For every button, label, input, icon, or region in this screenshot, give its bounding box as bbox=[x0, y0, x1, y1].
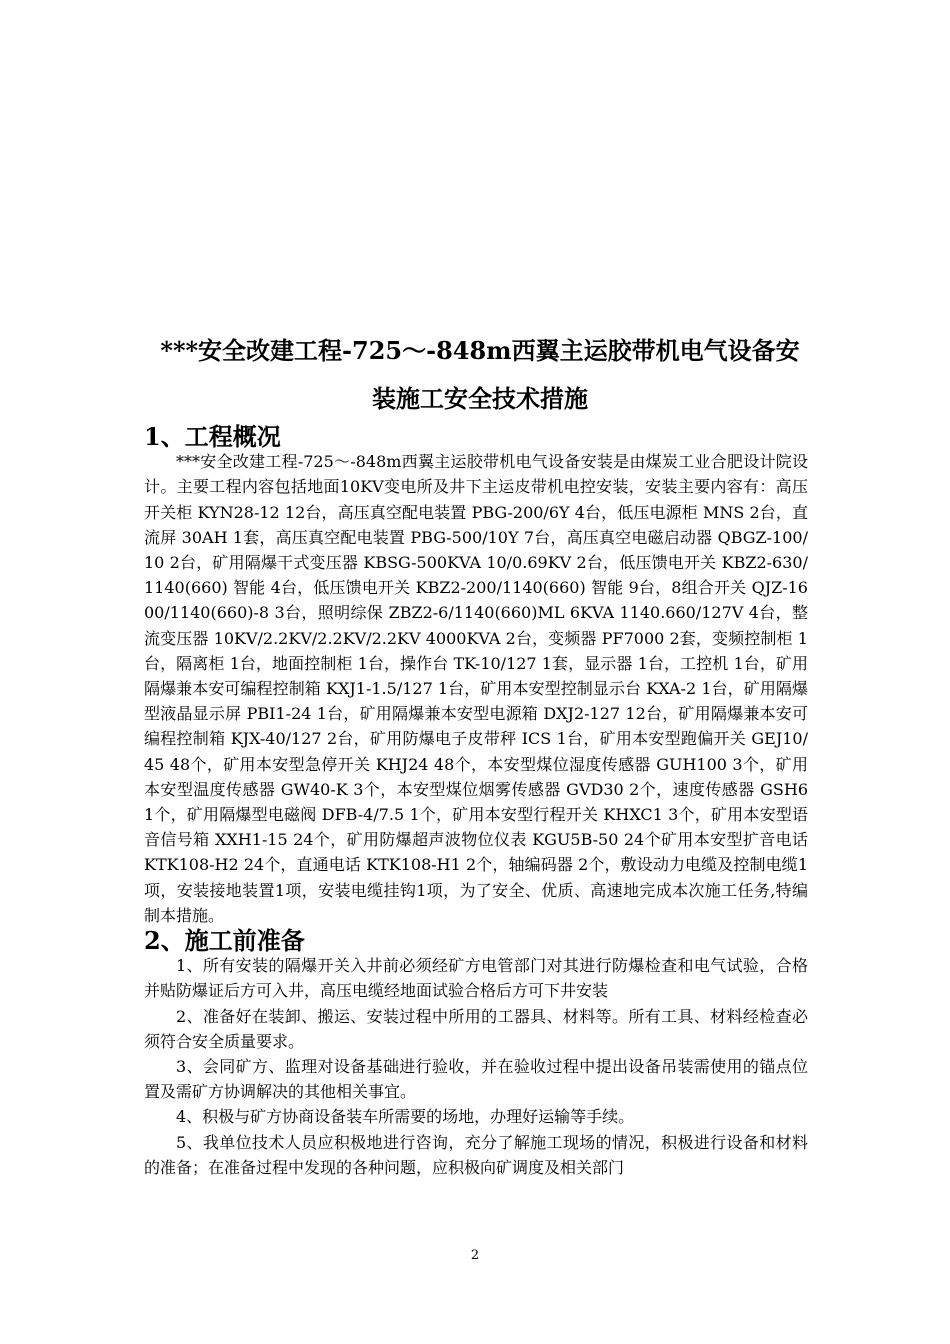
preparation-item-3: 3、会同矿方、监理对设备基础进行验收，并在验收过程中提出设备吊装需使用的锚点位置及需矿方协调解决的其他相关事宜。 bbox=[144, 1057, 808, 1102]
overview-paragraph: ***安全改建工程-725～-848m西翼主运胶带机电气设备安装是由煤炭工业合肥设计院设计。主要工程内容包括地面10KV变电所及井下主运皮带机电控安装，安装主要内容有：高压开关柜 KYN28-12 12台，高压真空配电装置 PBG-200/6Y 4台，低压电源柜 MNS 2台，直流屏 30AH 1套，高压真空配电装置 PBG-500/10Y 7台，高压真空电磁启动器 QBGZ-100/10 2台，矿用隔爆干式变压器 KBSG-500KVA 10/0.69KV 2台，低压馈电开关 KBZ2-630/1140(660) 智能 4台，低压馈电开关 KBZ2-200/1140(660) 智能 9台，8组合开关 QJZ-1600/1140(660)-8 3台，照明综保 ZBZ2-6/1140(660)ML 6KVA 1140.660/127V 4台，整流变压器 10KV/2.2KV/2.2KV/2.2KV 4000KVA 2台，变频器 PF7000 2套，变频控制柜 1台，隔离柜 1台，地面控制柜 1台，操作台 TK-10/127 1套，显示器 1台，工控机 1台，矿用隔爆兼本安可编程控制箱 KXJ1-1.5/127 1台，矿用本安型控制显示台 KXA-2 1台，矿用隔爆型液晶显示屏 PBI1-24 1台，矿用隔爆兼本安型电源箱 DXJ2-127 12台，矿用隔爆兼本安可编程控制箱 KJX-40/127 2台，矿用防爆电子皮带秤 ICS 1台，矿用本安型跑偏开关 GEJ10/45 48个，矿用本安型急停开关 KHJ24 48个，本安型煤位湿度传感器 GUH100 3个，矿用本安型温度传感器 GW40-K 3个，本安型煤位烟雾传感器 GVD30 2个，速度传感器 GSH6 1个，矿用隔爆型电磁阀 DFB-4/7.5 1个，矿用本安型行程开关 KHXC1 3个，矿用本安型语音信号箱 XXH1-15 24个，矿用防爆超声波物位仪表 KGU5B-50 24个矿用本安型扩音电话 KTK108-H2 24个，直通电话 KTK108-H1 2个，轴编码器 2个，敷设动力电缆及控制电缆1项，安装接地装置1项，安装电缆挂钩1项，为了安全、优质、高速地完成本次施工任务,特编制本措施。 bbox=[144, 452, 808, 925]
document-body bbox=[144, 424, 808, 1180]
section-heading-preparation: 2、施工前准备 bbox=[144, 926, 305, 956]
preparation-item-2: 2、准备好在装卸、搬运、安装过程中所用的工器具、材料等。所有工具、材料经检查必须符合安全质量要求。 bbox=[144, 1006, 808, 1051]
preparation-item-5: 5、我单位技术人员应积极地进行咨询，充分了解施工现场的情况，积极进行设备和材料的准备；在准备过程中发现的各种问题，应积极向矿调度及相关部门 bbox=[144, 1132, 808, 1177]
document-title-line-1: ***安全改建工程-725～-848m西翼主运胶带机电气设备安 bbox=[160, 336, 800, 365]
section-heading-overview: 1、工程概况 bbox=[144, 422, 281, 451]
document-title-line-2: 装施工安全技术措施 bbox=[372, 384, 588, 413]
preparation-item-1: 1、所有安装的隔爆开关入井前必须经矿方电管部门对其进行防爆检查和电气试验，合格并贴防爆证后方可入井，高压电缆经地面试验合格后方可下井安装 bbox=[144, 956, 808, 1001]
page-number: 2 bbox=[470, 1248, 480, 1263]
preparation-item-4: 4、积极与矿方协商设备装车所需要的场地，办理好运输等手续。 bbox=[176, 1107, 635, 1127]
